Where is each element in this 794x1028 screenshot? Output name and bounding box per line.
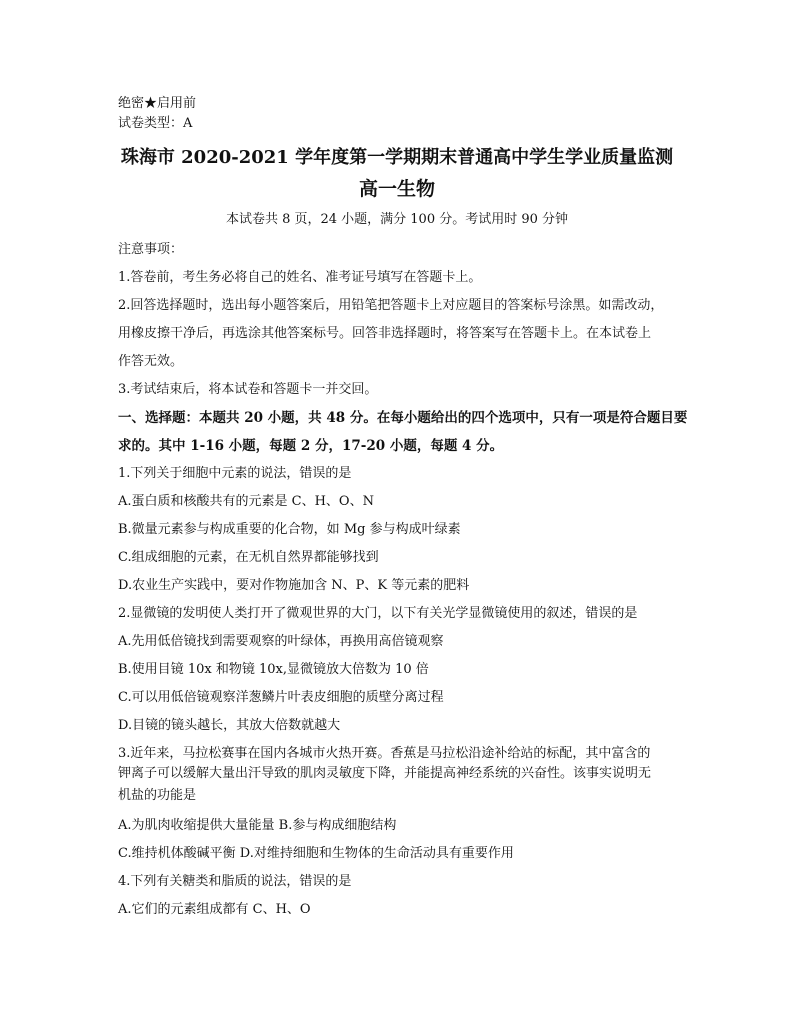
note-item: 2.回答选择题时，选出每小题答案后，用铅笔把答题卡上对应题目的答案标号涂黑。如需改动， — [118, 298, 664, 313]
question-option: D.农业生产实践中，要对作物施加含 N、P、K 等元素的肥料 — [118, 578, 470, 593]
section-heading: 求的。其中 1-16 小题，每题 2 分，17-20 小题，每题 4 分。 — [118, 438, 504, 454]
question-option: C.组成细胞的元素，在无机自然界都能够找到 — [118, 550, 379, 565]
question-stem: 1.下列关于细胞中元素的说法，错误的是 — [118, 466, 352, 481]
exam-info: 本试卷共 8 页，24 小题，满分 100 分。考试用时 90 分钟 — [225, 212, 569, 227]
question-stem: 钾离子可以缓解大量出汗导致的肌肉灵敏度下降，并能提高神经系统的兴奋性。该事实说明无 — [118, 766, 652, 781]
question-stem: 机盐的功能是 — [118, 788, 197, 803]
question-option: D.目镜的镜头越长，其放大倍数就越大 — [118, 718, 341, 733]
question-option: A.蛋白质和核酸共有的元素是 C、H、O、N — [118, 494, 374, 509]
note-item: 作答无效。 — [118, 354, 184, 369]
paper-type-label: 试卷类型：A — [118, 116, 193, 131]
note-item: 1.答卷前，考生务必将自己的姓名、准考证号填写在答题卡上。 — [118, 270, 482, 285]
note-item: 3.考试结束后，将本试卷和答题卡一并交回。 — [118, 382, 378, 397]
subject-title: 高一生物 — [358, 178, 435, 200]
question-option: B.使用目镜 10x 和物镜 10x,显微镜放大倍数为 10 倍 — [118, 662, 429, 677]
note-item: 用橡皮擦干净后，再选涂其他答案标号。回答非选择题时，将答案写在答题卡上。在本试卷上 — [118, 326, 652, 341]
exam-title: 珠海市 2020-2021 学年度第一学期期末普通高中学生学业质量监测 — [120, 147, 674, 168]
question-option: B.微量元素参与构成重要的化合物，如 Mg 参与构成叶绿素 — [118, 522, 461, 537]
notes-heading: 注意事项： — [118, 242, 184, 257]
question-stem: 3.近年来，马拉松赛事在国内各城市火热开赛。香蕉是马拉松沿途补给站的标配，其中富含的 — [118, 746, 651, 761]
question-option: C.可以用低倍镜观察洋葱鳞片叶表皮细胞的质壁分离过程 — [118, 690, 444, 705]
question-option: A.它们的元素组成都有 C、H、O — [118, 902, 311, 917]
section-heading: 一、选择题：本题共 20 小题，共 48 分。在每小题给出的四个选项中，只有一项是符合题目要 — [118, 410, 688, 426]
question-option: A.先用低倍镜找到需要观察的叶绿体，再换用高倍镜观察 — [118, 634, 444, 649]
question-option: A.为肌肉收缩提供大量能量 B.参与构成细胞结构 — [118, 818, 397, 833]
question-stem: 2.显微镜的发明使人类打开了微观世界的大门，以下有关光学显微镜使用的叙述，错误的是 — [118, 606, 638, 621]
question-stem: 4.下列有关糖类和脂质的说法，错误的是 — [118, 874, 352, 889]
question-option: C.维持机体酸碱平衡 D.对维持细胞和生物体的生命活动具有重要作用 — [118, 846, 514, 861]
confidential-label: 绝密★启用前 — [118, 96, 197, 111]
